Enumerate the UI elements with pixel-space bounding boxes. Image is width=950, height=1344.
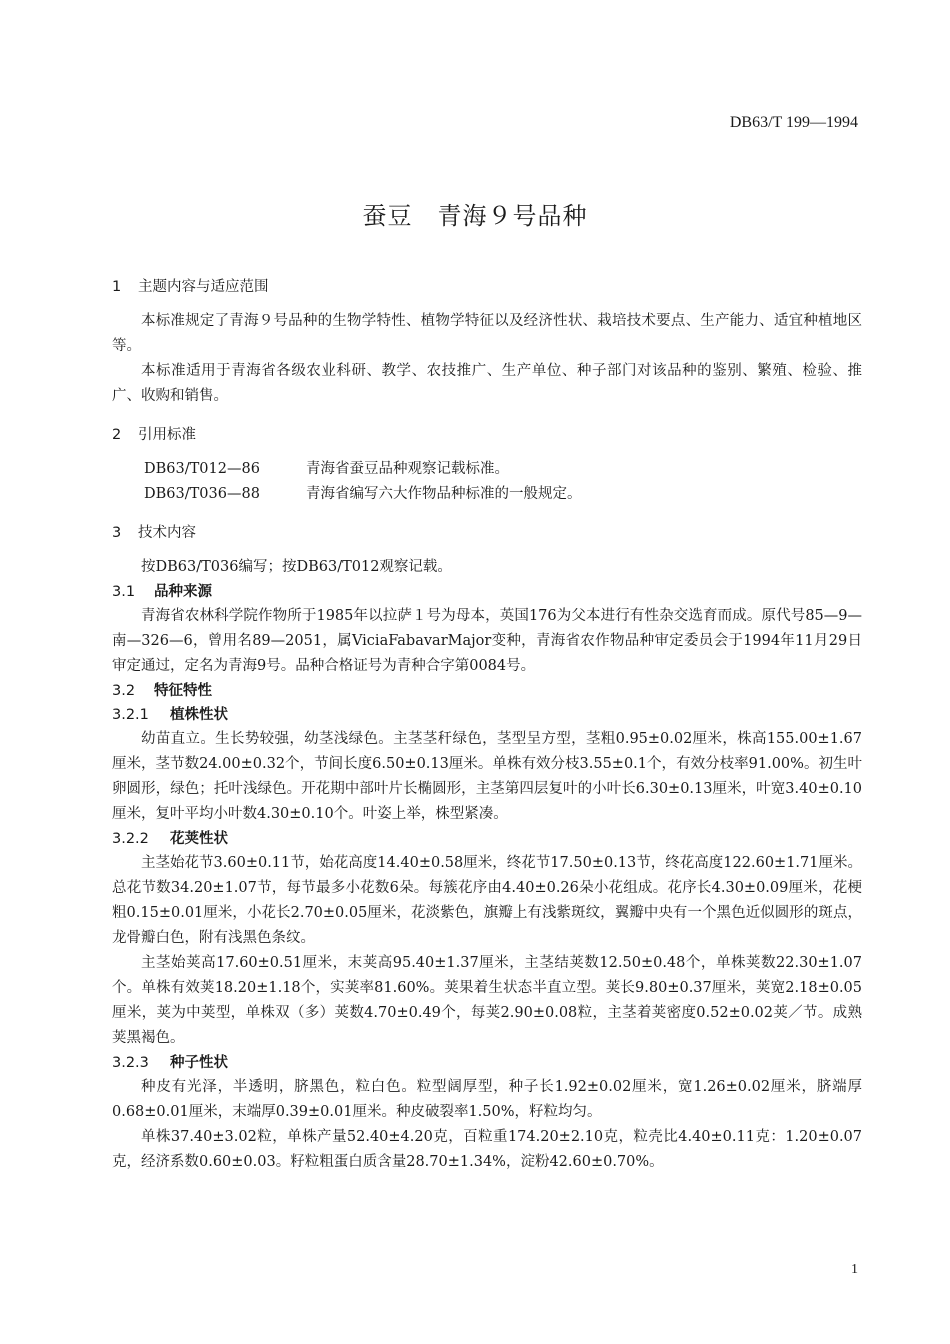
section-title: 主题内容与适应范围 [138,279,269,295]
document-title: 蚕豆 青海９号品种 [362,202,588,230]
reference-code: DB63/T012—86 [144,461,260,477]
section-number: 3.1 [112,584,136,600]
section-3-heading [112,521,862,545]
paragraph: 主茎始荚高17.60±0.51厘米，末荚高95.40±1.37厘米，主茎结荚数12.50±0.48个，单株荚数22.30±1.07个。单株有效荚18.20±1.18个，实荚率81.60%。荚果着生状态半直立型。荚长9.80±0.37厘米，荚宽2.18±0.05厘米，荚为中荚型，单株双（多）荚数4.70±0.49个，每荚2.90±0.08粒，主茎着荚密度0.52±0.02荚／节。成熟荚黑褐色。 [112,955,862,1046]
document-body [112,275,862,1175]
section-title: 花荚性状 [170,831,228,847]
doc-code: DB63/T 199—1994 [729,114,858,131]
paragraph: 单株37.40±3.02粒，单株产量52.40±4.20克，百粒重174.20±2.10克，粒壳比4.40±0.11克：1.20±0.07克，经济系数0.60±0.03。籽粒粗蛋白质含量28.70±1.34%，淀粉42.60±0.70%。 [112,1129,862,1170]
section-title: 品种来源 [154,584,212,600]
paragraph: 种皮有光泽，半透明，脐黑色，粒白色。粒型阔厚型，种子长1.92±0.02厘米，宽1.26±0.02厘米，脐端厚0.68±0.01厘米，末端厚0.39±0.01厘米。种皮破裂率1.50%，籽粒均匀。 [112,1079,862,1120]
section-number: 3.2 [112,683,136,699]
subsection-3-1-heading [112,580,862,604]
section-number: 1 [112,279,122,295]
section-title: 技术内容 [138,525,196,541]
paragraph: 本标准适用于青海省各级农业科研、教学、农技推广、生产单位、种子部门对该品种的鉴别、繁殖、检验、推广、收购和销售。 [112,363,862,404]
section-title: 植株性状 [170,707,228,723]
page-number: 1 [851,1262,858,1277]
section-number: 2 [112,427,122,443]
section-title: 特征特性 [154,683,212,699]
reference-name: 青海省编写六大作物品种标准的一般规定。 [306,486,582,502]
paragraph: 幼苗直立。生长势较强，幼茎浅绿色。主茎茎秆绿色，茎型呈方型，茎粗0.95±0.02厘米，株高155.00±1.67厘米，茎节数24.00±0.32个，节间长度6.50±0.13厘米。单株有效分枝3.55±0.1个，有效分枝率91.00%。初生叶卵圆形，绿色；托叶浅绿色。开花期中部叶片长椭圆形，主茎第四层复叶的小叶长6.30±0.13厘米，叶宽3.40±0.10厘米，复叶平均小叶数4.30±0.10个。叶姿上举，株型紧凑。 [112,731,862,822]
subsection-3-2-3-heading [112,1051,862,1075]
subsection-3-2-heading [112,679,862,703]
paragraph: 按DB63/T036编写；按DB63/T012观察记载。 [141,559,452,575]
section-number: 3.2.2 [112,831,149,847]
section-title: 种子性状 [170,1055,228,1071]
section-number: 3 [112,525,122,541]
section-number: 3.2.3 [112,1055,149,1071]
subsection-3-2-2-heading [112,827,862,851]
paragraph: 青海省农林科学院作物所于1985年以拉萨１号为母本，英国176为父本进行有性杂交选育而成。原代号85—9—南—326—6，曾用名89—2051，属ViciaFabavarMajor变种，青海省农作物品种审定委员会于1994年11月29日审定通过，定名为青海9号。品种合格证号为青种合字第0084号。 [112,608,862,674]
reference-code: DB63/T036—88 [144,486,260,502]
reference-item [112,457,862,482]
subsection-3-2-1-heading [112,703,862,727]
section-1-heading [112,275,862,299]
paragraph: 本标准规定了青海９号品种的生物学特性、植物学特征以及经济性状、栽培技术要点、生产能力、适宜种植地区等。 [112,313,862,354]
reference-item [112,482,862,507]
section-2-heading [112,423,862,447]
paragraph: 主茎始花节3.60±0.11节，始花高度14.40±0.58厘米，终花节17.50±0.13节，终花高度122.60±1.71厘米。总花节数34.20±1.07节，每节最多小花数6朵。每簇花序由4.40±0.26朵小花组成。花序长4.30±0.09厘米，花梗粗0.15±0.01厘米，小花长2.70±0.05厘米，花淡紫色，旗瓣上有浅紫斑纹，翼瓣中央有一个黑色近似圆形的斑点，龙骨瓣白色，附有浅黑色条纹。 [112,855,862,946]
reference-name: 青海省蚕豆品种观察记载标准。 [306,461,509,477]
section-number: 3.2.1 [112,707,149,723]
section-title: 引用标准 [138,427,196,443]
